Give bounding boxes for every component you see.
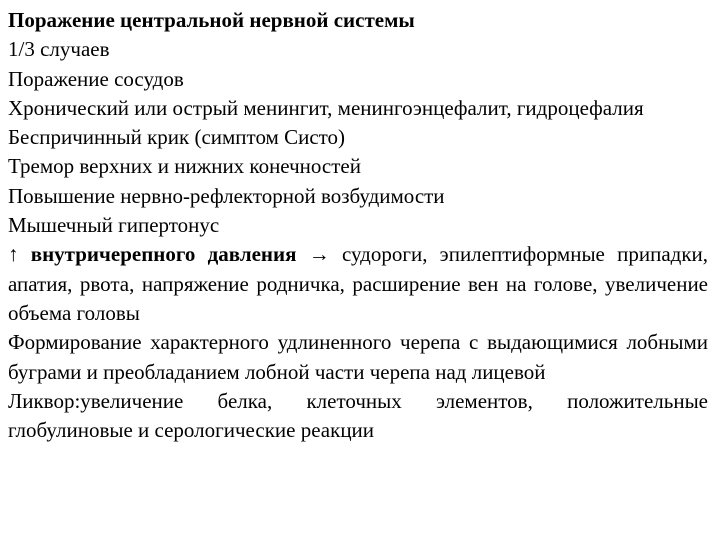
text-excitability: Повышение нервно-рефлекторной возбудимости [8,183,445,208]
slide-title: Поражение центральной нервной системы [8,8,415,32]
text-meningitis: Хронический или острый менингит, менингоэнцефалит, гидроцефалия [8,95,644,120]
text-pressure [8,240,708,328]
arrow-up-icon: ↑ [8,242,19,267]
pressure-bold: внутричерепного давления [30,242,297,267]
text-cases: 1/3 случаев [8,37,110,62]
text-hypertonus: Мышечный гипертонус [8,213,220,238]
liquor-rest: увеличение белка, клеточных элементов, положительные глобулиновые и серологические реакции [8,388,708,443]
pressure-rest: судороги, эпилептиформные припадки, апатия, рвота, напряжение родничка, расширение вен на голове, увеличение объема головы [8,242,709,325]
slide-content [8,6,708,445]
text-liquor [8,387,708,446]
text-vessels: Поражение сосудов [8,66,184,91]
arrow-right-icon: → [308,242,330,267]
liquor-label: Ликвор: [8,388,81,413]
text-tremor: Тремор верхних и нижних конечностей [8,154,361,179]
text-cry: Беспричинный крик (симптом Систо) [8,125,346,150]
text-skull: Формирование характерного удлиненного черепа с выдающимися лобными буграми и преобладанием лобной части черепа над лицевой [8,330,708,384]
